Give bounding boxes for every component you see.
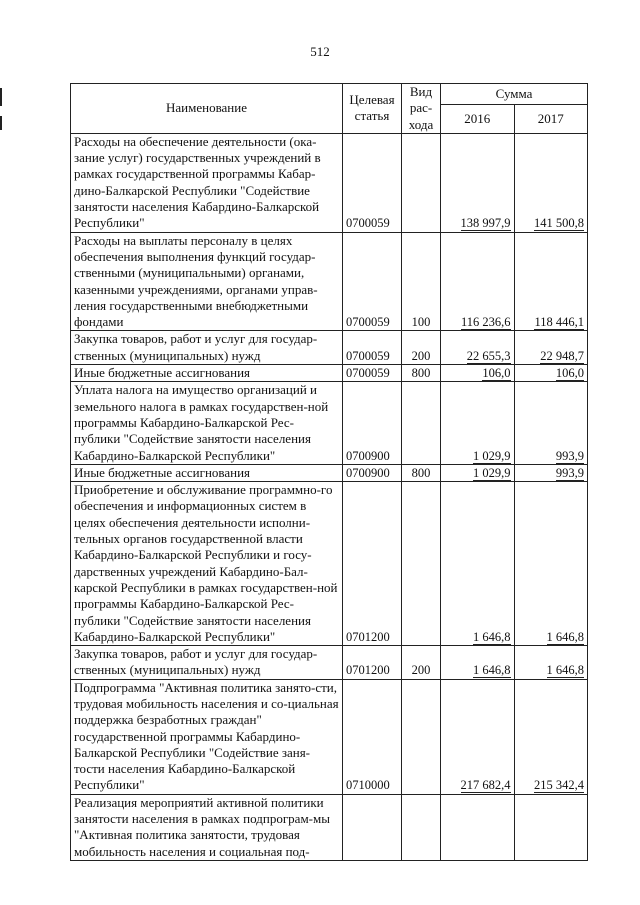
row-name-cell: Реализация мероприятий активной политики занятости населения в рамках подпрограм-мы "Активная политика занятости, трудовая мобильность населения и социальная под- [71, 794, 343, 860]
row-sum-2016 [441, 679, 515, 794]
row-target-code: 0710000 [343, 679, 402, 794]
row-target-code: 0700900 [343, 382, 402, 464]
row-sum-2016-value: 217 682,4 [460, 778, 511, 793]
row-sum-2016 [441, 133, 515, 232]
header-year-2017: 2017 [514, 104, 588, 133]
row-sum-2017-value: 1 646,8 [546, 663, 584, 678]
row-sum-2017-value: 22 948,7 [540, 348, 584, 363]
row-expense-type [402, 382, 441, 464]
table-row [71, 232, 588, 331]
row-sum-2017 [514, 646, 588, 680]
row-sum-2016-value: 1 029,9 [473, 465, 511, 480]
row-sum-2017 [514, 794, 588, 860]
table-row [71, 331, 588, 365]
row-name-cell: Приобретение и обслуживание программно-го обеспечения и информационных систем в целях обеспечения деятельности исполни-тельных органов государственной власти Кабардино-Балкарской Республики и госу-дарственных учреждений Кабардино-Бал-карской Республики в рамках государствен-ной программы Кабардино-Балкарской Рес-публики "Содействие занятости населения Кабардино-Балкарской Республики" [71, 482, 343, 646]
scan-edge-mark [0, 116, 2, 130]
row-sum-2016-value: 106,0 [482, 366, 511, 381]
row-sum-2016 [441, 646, 515, 680]
table-row [71, 794, 588, 860]
row-sum-2017-value: 1 646,8 [546, 629, 584, 644]
table-row [71, 646, 588, 680]
row-name-cell: Иные бюджетные ассигнования [71, 365, 343, 382]
row-sum-2016-value: 1 646,8 [473, 663, 511, 678]
row-sum-2017 [514, 464, 588, 481]
row-expense-type [402, 482, 441, 646]
row-target-code: 0700059 [343, 232, 402, 331]
budget-table [70, 83, 588, 861]
row-sum-2017-value: 141 500,8 [534, 216, 584, 231]
row-name-cell: Уплата налога на имущество организаций и земельного налога в рамках государствен-ной программы Кабардино-Балкарской Рес-публики "Содействие занятости населения Кабардино-Балкарской Республики" [71, 382, 343, 464]
row-sum-2017-value: 993,9 [555, 448, 584, 463]
row-expense-type [402, 679, 441, 794]
row-sum-2016 [441, 232, 515, 331]
row-target-code: 0700900 [343, 464, 402, 481]
row-sum-2016-value: 138 997,9 [460, 216, 511, 231]
header-type: Вид рас-хода [402, 84, 441, 134]
row-sum-2016 [441, 794, 515, 860]
row-sum-2017-value: 993,9 [555, 465, 584, 480]
header-code: Целевая статья [343, 84, 402, 134]
row-name-cell: Закупка товаров, работ и услуг для государ-ственных (муниципальных) нужд [71, 646, 343, 680]
row-sum-2017-value: 118 446,1 [534, 315, 584, 330]
page-number: 512 [310, 44, 330, 59]
row-name-cell: Расходы на обеспечение деятельности (ока-зание услуг) государственных учреждений в рамках государственной программы Кабар-дино-Балкарской Республики "Содействие занятости населения Кабардино-Балкарской Республики" [71, 133, 343, 232]
header-year-2016: 2016 [441, 104, 515, 133]
row-expense-type: 200 [402, 331, 441, 365]
row-target-code: 0700059 [343, 365, 402, 382]
row-expense-type: 100 [402, 232, 441, 331]
row-sum-2016 [441, 365, 515, 382]
row-sum-2017 [514, 482, 588, 646]
table-row [71, 382, 588, 464]
row-sum-2017 [514, 365, 588, 382]
row-expense-type: 200 [402, 646, 441, 680]
row-sum-2017-value: 215 342,4 [534, 778, 584, 793]
row-sum-2017 [514, 232, 588, 331]
row-sum-2016 [441, 382, 515, 464]
row-name-cell: Закупка товаров, работ и услуг для государ-ственных (муниципальных) нужд [71, 331, 343, 365]
table-row [71, 133, 588, 232]
row-expense-type [402, 794, 441, 860]
row-name-cell: Подпрограмма "Активная политика занято-сти, трудовая мобильность населения и со-циальная поддержка безработных граждан" государственной программы Кабардино-Балкарской Республики "Содействие заня-тости населения Кабардино-Балкарской Республики" [71, 679, 343, 794]
row-sum-2016-value: 1 029,9 [473, 448, 511, 463]
row-target-code: 0700059 [343, 133, 402, 232]
row-target-code: 0701200 [343, 646, 402, 680]
row-sum-2017-value: 106,0 [555, 366, 584, 381]
row-target-code [343, 794, 402, 860]
table-row [71, 482, 588, 646]
row-name-cell: Иные бюджетные ассигнования [71, 464, 343, 481]
scan-edge-mark [0, 88, 2, 106]
row-sum-2016 [441, 331, 515, 365]
row-sum-2016 [441, 482, 515, 646]
header-sum: Сумма [441, 84, 588, 105]
table-row [71, 365, 588, 382]
row-target-code: 0700059 [343, 331, 402, 365]
row-name-cell: Расходы на выплаты персоналу в целях обеспечения выполнения функций государ-ственными (муниципальными) органами, казенными учреждениями, органами управ-ления государственными внебюджетными фондами [71, 232, 343, 331]
row-sum-2016-value: 22 655,3 [466, 348, 511, 363]
row-expense-type [402, 133, 441, 232]
table-row [71, 464, 588, 481]
row-sum-2017 [514, 679, 588, 794]
row-sum-2017 [514, 382, 588, 464]
header-name: Наименование [71, 84, 343, 134]
row-sum-2017 [514, 133, 588, 232]
row-expense-type: 800 [402, 464, 441, 481]
table-body [71, 133, 588, 860]
table-row [71, 679, 588, 794]
row-target-code: 0701200 [343, 482, 402, 646]
row-sum-2016 [441, 464, 515, 481]
row-sum-2017 [514, 331, 588, 365]
row-expense-type: 800 [402, 365, 441, 382]
row-sum-2016-value: 116 236,6 [460, 315, 511, 330]
row-sum-2016-value: 1 646,8 [473, 629, 511, 644]
